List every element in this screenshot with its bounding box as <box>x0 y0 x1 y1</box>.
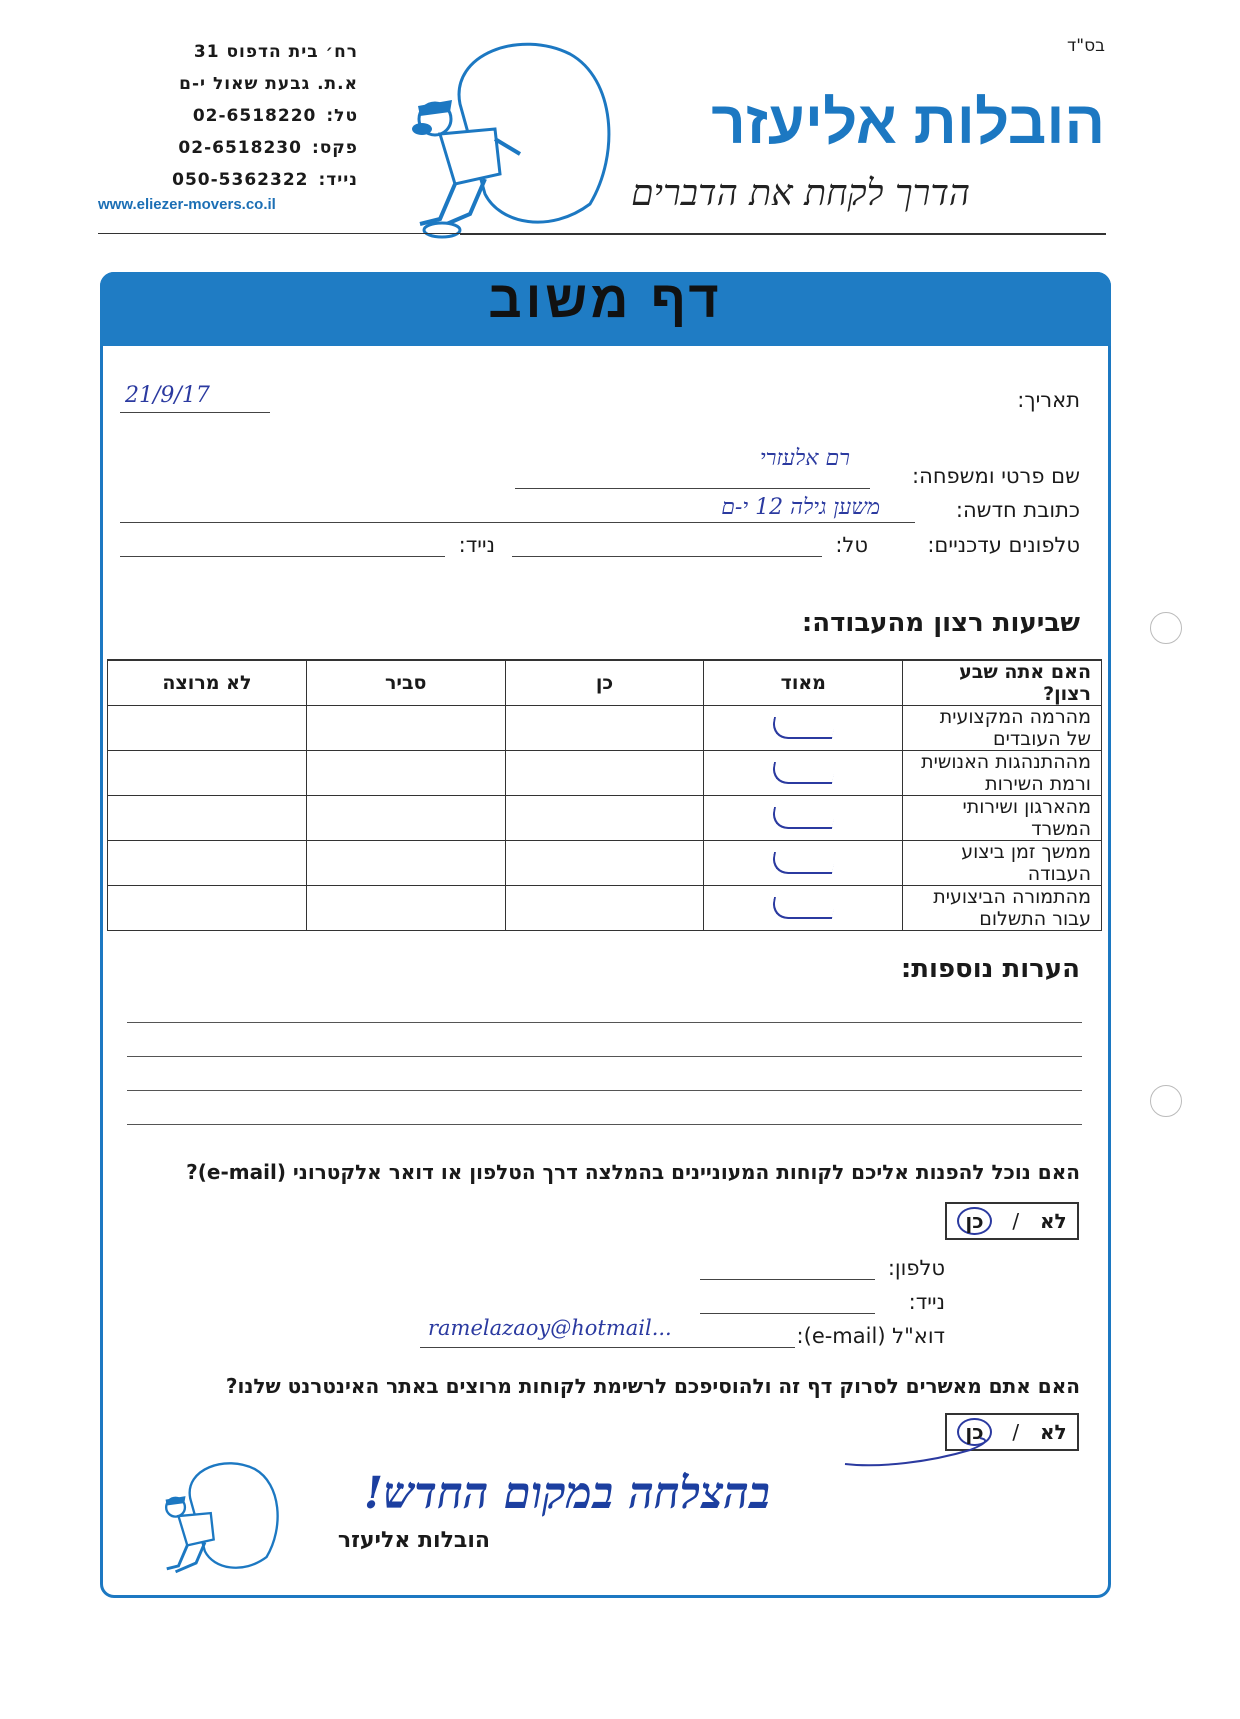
cell-very[interactable] <box>704 886 903 931</box>
notes-line[interactable] <box>127 1090 1082 1091</box>
mobile-label: נייד: <box>318 170 358 190</box>
cell-very[interactable] <box>704 796 903 841</box>
notes-line[interactable] <box>127 1124 1082 1125</box>
notes-line[interactable] <box>127 1022 1082 1023</box>
brand-slogan: הדרך לקחת את הדברים <box>631 173 970 214</box>
notes-heading: הערות נוספות: <box>900 954 1080 984</box>
header-divider <box>460 233 1106 235</box>
publish-no-option[interactable]: לא <box>1039 1420 1067 1444</box>
col-question: האם אתה שבע רצון? <box>903 660 1102 706</box>
website-link[interactable]: www.eliezer-movers.co.il <box>98 196 276 213</box>
satisfaction-table <box>107 659 1102 931</box>
referral-email-underline[interactable] <box>420 1347 795 1348</box>
phone-mobile-label: נייד: <box>458 533 495 557</box>
referral-no-option[interactable]: לא <box>1039 1209 1067 1233</box>
tel-label: טל: <box>835 533 868 557</box>
address-value[interactable]: משען גילה 12 י-ם <box>721 495 880 520</box>
referral-mobile-label: נייד: <box>908 1290 945 1314</box>
referral-phone-underline[interactable] <box>700 1279 875 1280</box>
check-mark-icon <box>770 807 836 829</box>
name-value[interactable]: רם אלעזרי <box>759 446 850 471</box>
row-label: מהארגון ושירותי המשרד <box>903 796 1102 841</box>
address-label: כתובת חדשה: <box>955 498 1080 522</box>
table-row <box>108 751 1102 796</box>
cell-reasonable[interactable] <box>306 796 505 841</box>
cell-very[interactable] <box>704 751 903 796</box>
company-address-block <box>98 36 358 196</box>
publish-yes-option[interactable]: כן <box>957 1418 991 1446</box>
header-divider-left <box>98 233 460 234</box>
col-very: מאוד <box>704 660 903 706</box>
cell-very[interactable] <box>704 706 903 751</box>
date-value[interactable]: 21/9/17 <box>125 383 210 408</box>
cell-not-satisfied[interactable] <box>108 751 307 796</box>
check-mark-icon <box>770 717 836 739</box>
cell-yes[interactable] <box>505 841 704 886</box>
footer-mascot-logo <box>155 1455 290 1580</box>
cell-reasonable[interactable] <box>306 706 505 751</box>
satisfaction-heading: שביעות רצון מהעבודה: <box>801 608 1080 638</box>
bsd-mark: בס"ד <box>1067 36 1105 56</box>
cell-not-satisfied[interactable] <box>108 841 307 886</box>
referral-phone-label: טלפון: <box>887 1256 945 1280</box>
good-luck-message: בהצלחה במקום החדש! <box>363 1468 770 1519</box>
notes-line[interactable] <box>127 1056 1082 1057</box>
referral-yes-option[interactable]: כן <box>957 1207 991 1235</box>
referral-mobile-underline[interactable] <box>700 1313 875 1314</box>
punch-hole <box>1150 612 1182 644</box>
date-underline <box>120 412 270 413</box>
fax-label: פקס: <box>311 138 358 158</box>
referral-email-label: דוא"ל (e-mail): <box>796 1324 945 1348</box>
cell-reasonable[interactable] <box>306 841 505 886</box>
address-underline <box>120 522 915 523</box>
cell-not-satisfied[interactable] <box>108 886 307 931</box>
row-label: מהרמה המקצועית של העובדים <box>903 706 1102 751</box>
mobile-number: 050-5362322 <box>172 170 309 190</box>
publish-yes-no-box[interactable]: לא / כן <box>945 1413 1079 1451</box>
cell-yes[interactable] <box>505 706 704 751</box>
row-label: מההתנהגות האנושית ורמת השירות <box>903 751 1102 796</box>
cell-very[interactable] <box>704 841 903 886</box>
row-label: ממשך זמן ביצוע העבודה <box>903 841 1102 886</box>
name-underline <box>515 488 870 489</box>
table-row <box>108 796 1102 841</box>
publish-question: האם אתם מאשרים לסרוק דף זה ולהוסיפכם לרשימת לקוחות מרוצים באתר האינטרנט שלנו? <box>225 1374 1080 1398</box>
form-title: דף משוב <box>488 271 723 329</box>
check-mark-icon <box>770 762 836 784</box>
col-yes: כן <box>505 660 704 706</box>
mobile-underline[interactable] <box>120 556 445 557</box>
cell-reasonable[interactable] <box>306 886 505 931</box>
table-row <box>108 886 1102 931</box>
col-reasonable: סביר <box>306 660 505 706</box>
table-row <box>108 706 1102 751</box>
cell-not-satisfied[interactable] <box>108 706 307 751</box>
table-row <box>108 841 1102 886</box>
date-label: תאריך: <box>1017 388 1080 412</box>
cell-yes[interactable] <box>505 796 704 841</box>
check-mark-icon <box>770 852 836 874</box>
phone-number: 02-6518220 <box>192 106 317 126</box>
col-not-satisfied: לא מרוצה <box>108 660 307 706</box>
cell-not-satisfied[interactable] <box>108 796 307 841</box>
brand-name: הובלות אליעזר <box>711 89 1105 156</box>
referral-email-value[interactable]: ramelazaoy@hotmail... <box>428 1316 672 1340</box>
tel-underline[interactable] <box>512 556 822 557</box>
referral-question: האם נוכל להפנות אליכם לקוחות המעוניינים בהמלצה דרך הטלפון או דואר אלקטרוני (e-mail)? <box>186 1160 1080 1184</box>
cell-yes[interactable] <box>505 751 704 796</box>
phone-label: טל: <box>326 106 358 126</box>
punch-hole <box>1150 1085 1182 1117</box>
table-header-row <box>108 660 1102 706</box>
cell-yes[interactable] <box>505 886 704 931</box>
row-label: מהתמורה הביצועית עבור התשלום <box>903 886 1102 931</box>
check-mark-icon <box>770 897 836 919</box>
signature-scribble <box>840 1432 1000 1472</box>
address-line-2: א.ת. גבעת שאול י-ם <box>179 74 358 94</box>
referral-yes-no-box[interactable]: לא / כן <box>945 1202 1079 1240</box>
phones-label: טלפונים עדכניים: <box>927 533 1080 557</box>
address-line-1: רח׳ בית הדפוס 31 <box>193 42 358 62</box>
fax-number: 02-6518230 <box>178 138 302 158</box>
name-label: שם פרטי ומשפחה: <box>912 464 1080 488</box>
footer-brand: הובלות אליעזר <box>337 1528 490 1553</box>
mover-mascot-logo <box>400 34 630 239</box>
cell-reasonable[interactable] <box>306 751 505 796</box>
